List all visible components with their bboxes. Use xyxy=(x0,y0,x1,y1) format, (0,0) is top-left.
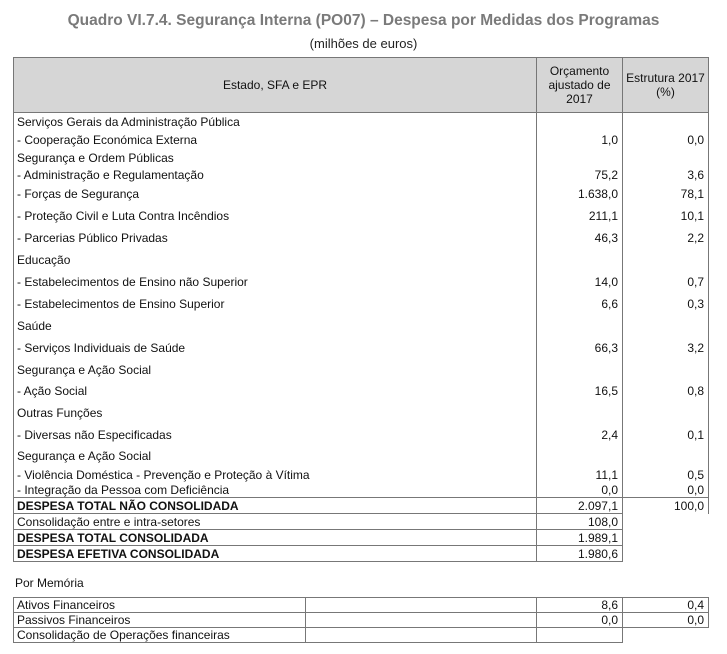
row-label: - Diversas não Especificadas xyxy=(14,424,537,446)
total-value: 108,0 xyxy=(537,514,623,530)
table-subtitle: (milhões de euros) xyxy=(309,36,418,51)
memo-pct: 0,0 xyxy=(623,613,709,628)
memo-spacer xyxy=(306,598,537,613)
expenditure-table xyxy=(13,57,709,562)
memo-row xyxy=(14,613,709,628)
row-label: - Parcerias Público Privadas xyxy=(14,227,537,249)
row-pct xyxy=(623,315,709,337)
row-pct xyxy=(623,402,709,424)
row-label: - Ação Social xyxy=(14,381,537,402)
table-row xyxy=(14,293,709,315)
row-pct: 10,1 xyxy=(623,205,709,227)
table-row xyxy=(14,113,709,131)
memo-row xyxy=(14,598,709,613)
table-row xyxy=(14,271,709,293)
row-label: Segurança e Ordem Públicas xyxy=(14,149,537,167)
row-value xyxy=(537,315,623,337)
total-value: 1.989,1 xyxy=(537,530,623,546)
row-pct: 0,1 xyxy=(623,424,709,446)
table-row xyxy=(14,446,709,467)
table-row xyxy=(14,227,709,249)
total-label: Consolidação entre e intra-setores xyxy=(14,514,537,530)
row-pct: 3,2 xyxy=(623,337,709,359)
row-value: 16,5 xyxy=(537,381,623,402)
header-budget-line3: 2017 xyxy=(566,92,593,106)
total-label: DESPESA TOTAL NÃO CONSOLIDADA xyxy=(14,498,537,514)
memo-value xyxy=(537,628,623,643)
table-title: Quadro VI.7.4. Segurança Interna (PO07) – Despesa por Medidas dos Programas xyxy=(67,12,660,29)
row-value: 2,4 xyxy=(537,424,623,446)
row-label: Saúde xyxy=(14,315,537,337)
memo-spacer xyxy=(306,628,537,643)
table-row xyxy=(14,184,709,205)
row-pct xyxy=(623,149,709,167)
row-value: 211,1 xyxy=(537,205,623,227)
total-label: DESPESA TOTAL CONSOLIDADA xyxy=(14,530,537,546)
header-structure-line2: (%) xyxy=(656,85,675,99)
row-value xyxy=(537,249,623,271)
total-pct: 100,0 xyxy=(623,498,709,514)
row-value: 46,3 xyxy=(537,227,623,249)
row-pct: 2,2 xyxy=(623,227,709,249)
table-row xyxy=(14,424,709,446)
row-label: - Integração da Pessoa com Deficiência xyxy=(14,483,537,498)
row-pct: 3,6 xyxy=(623,167,709,184)
memo-table xyxy=(13,597,709,643)
total-pct xyxy=(623,514,709,530)
row-pct: 0,7 xyxy=(623,271,709,293)
row-pct xyxy=(623,113,709,131)
header-structure-line1: Estrutura 2017 xyxy=(626,71,705,85)
header-entity: Estado, SFA e EPR xyxy=(14,58,537,113)
table-row xyxy=(14,381,709,402)
table-row xyxy=(14,315,709,337)
row-label: Segurança e Ação Social xyxy=(14,446,537,467)
row-value xyxy=(537,149,623,167)
row-value xyxy=(537,359,623,381)
total-value: 1.980,6 xyxy=(537,546,623,562)
memo-heading: Por Memória xyxy=(15,576,84,590)
row-label: - Administração e Regulamentação xyxy=(14,167,537,184)
table-row xyxy=(14,337,709,359)
table-row xyxy=(14,467,709,483)
memo-label: Ativos Financeiros xyxy=(14,598,306,613)
row-value: 6,6 xyxy=(537,293,623,315)
row-pct xyxy=(623,446,709,467)
row-value xyxy=(537,402,623,424)
header-budget-line2: ajustado de xyxy=(548,78,611,92)
row-pct: 78,1 xyxy=(623,184,709,205)
row-label: Educação xyxy=(14,249,537,271)
row-label: - Violência Doméstica - Prevenção e Proteção à Vítima xyxy=(14,467,537,483)
row-label: - Cooperação Económica Externa xyxy=(14,131,537,149)
row-label: - Proteção Civil e Luta Contra Incêndios xyxy=(14,205,537,227)
memo-label: Consolidação de Operações financeiras xyxy=(14,628,306,643)
row-pct xyxy=(623,249,709,271)
memo-label: Passivos Financeiros xyxy=(14,613,306,628)
total-pct xyxy=(623,546,709,562)
row-value: 75,2 xyxy=(537,167,623,184)
total-row xyxy=(14,498,709,514)
row-value: 1,0 xyxy=(537,131,623,149)
row-pct: 0,8 xyxy=(623,381,709,402)
memo-pct: 0,4 xyxy=(623,598,709,613)
total-label: DESPESA EFETIVA CONSOLIDADA xyxy=(14,546,537,562)
header-budget-line1: Orçamento xyxy=(549,64,610,78)
table-header-row xyxy=(14,58,709,113)
table-row xyxy=(14,131,709,149)
row-pct: 0,0 xyxy=(623,483,709,498)
total-value: 2.097,1 xyxy=(537,498,623,514)
header-structure xyxy=(623,58,709,113)
table-row xyxy=(14,402,709,424)
table-row xyxy=(14,483,709,498)
total-row xyxy=(14,514,709,530)
row-label: Outras Funções xyxy=(14,402,537,424)
memo-row xyxy=(14,628,709,643)
total-pct xyxy=(623,530,709,546)
row-value: 11,1 xyxy=(537,467,623,483)
row-value: 66,3 xyxy=(537,337,623,359)
table-row xyxy=(14,149,709,167)
row-label: - Estabelecimentos de Ensino Superior xyxy=(14,293,537,315)
row-label: - Forças de Segurança xyxy=(14,184,537,205)
row-value xyxy=(537,446,623,467)
row-pct: 0,3 xyxy=(623,293,709,315)
row-pct xyxy=(623,359,709,381)
row-value: 1.638,0 xyxy=(537,184,623,205)
header-budget xyxy=(537,58,623,113)
table-row xyxy=(14,359,709,381)
row-label: Serviços Gerais da Administração Pública xyxy=(14,113,537,131)
memo-spacer xyxy=(306,613,537,628)
row-label: - Estabelecimentos de Ensino não Superior xyxy=(14,271,537,293)
total-row xyxy=(14,530,709,546)
memo-pct xyxy=(623,628,709,643)
row-label: Segurança e Ação Social xyxy=(14,359,537,381)
row-pct: 0,0 xyxy=(623,131,709,149)
table-row xyxy=(14,205,709,227)
row-value xyxy=(537,113,623,131)
table-row xyxy=(14,167,709,184)
row-label: - Serviços Individuais de Saúde xyxy=(14,337,537,359)
total-row xyxy=(14,546,709,562)
memo-value: 0,0 xyxy=(537,613,623,628)
memo-value: 8,6 xyxy=(537,598,623,613)
table-row xyxy=(14,249,709,271)
row-pct: 0,5 xyxy=(623,467,709,483)
row-value: 14,0 xyxy=(537,271,623,293)
row-value: 0,0 xyxy=(537,483,623,498)
